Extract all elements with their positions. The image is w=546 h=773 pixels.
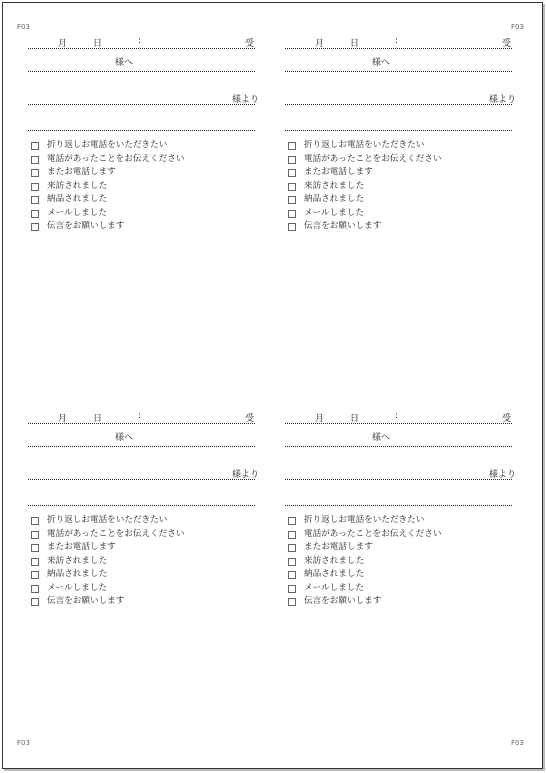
checklist-item[interactable] — [31, 528, 184, 542]
checklist-item[interactable] — [288, 193, 441, 207]
to-label: 様へ — [115, 58, 134, 68]
checkbox[interactable] — [288, 598, 296, 606]
checkbox[interactable] — [288, 156, 296, 164]
date-line[interactable] — [28, 423, 255, 424]
checklist-label: 伝言をお願いします — [304, 596, 382, 606]
from-line[interactable] — [285, 479, 512, 480]
checklist-item[interactable] — [31, 153, 184, 167]
checklist-label: またお電話します — [47, 167, 116, 177]
checklist-item[interactable] — [31, 220, 184, 234]
checklist-item[interactable] — [31, 207, 184, 221]
time-colon: : — [395, 36, 399, 46]
checklist-label: またお電話します — [47, 542, 116, 552]
date-line[interactable] — [28, 48, 255, 49]
checkbox[interactable] — [31, 517, 39, 525]
checklist-label: 来訪されました — [47, 180, 108, 191]
checkbox[interactable] — [288, 183, 296, 191]
from-label: 様より — [232, 95, 260, 105]
checklist-label: メールしました — [47, 582, 107, 593]
day-label: 日 — [350, 414, 360, 424]
checklist-label: 折り返しお電話をいただきたい — [47, 515, 168, 525]
checklist-label: 電話があったことをお伝えください — [47, 153, 185, 164]
to-line[interactable] — [285, 71, 512, 72]
from-line[interactable] — [285, 104, 512, 105]
note-line[interactable] — [285, 505, 512, 506]
checklist-label: またお電話します — [304, 542, 373, 552]
checkbox[interactable] — [288, 544, 296, 552]
to-label: 様へ — [372, 433, 391, 443]
checklist-label: 折り返しお電話をいただきたい — [304, 140, 425, 150]
note-line[interactable] — [28, 505, 255, 506]
date-line[interactable] — [285, 48, 512, 49]
memo-top-right — [285, 35, 517, 235]
to-label: 様へ — [372, 58, 391, 68]
checkbox[interactable] — [31, 142, 39, 150]
form-code-top-left: F03 — [17, 23, 30, 31]
month-label: 月 — [58, 414, 68, 424]
checkbox[interactable] — [31, 544, 39, 552]
checklist-label: 伝言をお願いします — [47, 221, 125, 231]
time-colon: : — [138, 36, 142, 46]
memo-bottom-right — [285, 410, 517, 610]
month-label: 月 — [315, 414, 325, 424]
checkbox[interactable] — [31, 169, 39, 177]
checklist-item[interactable] — [288, 528, 441, 542]
to-line[interactable] — [285, 446, 512, 447]
checklist-item[interactable] — [31, 582, 184, 596]
from-line[interactable] — [28, 104, 255, 105]
checklist-label: 納品されました — [304, 194, 365, 204]
checklist-item[interactable] — [31, 595, 184, 609]
checklist-item[interactable] — [288, 514, 441, 528]
checklist-item[interactable] — [288, 139, 441, 153]
checkbox[interactable] — [288, 142, 296, 150]
checklist-label: 納品されました — [47, 194, 108, 204]
date-line[interactable] — [285, 423, 512, 424]
memo-bottom-left — [28, 410, 260, 610]
checkbox[interactable] — [288, 558, 296, 566]
message-checklist — [31, 514, 184, 609]
month-label: 月 — [315, 39, 325, 49]
checklist-item[interactable] — [31, 166, 184, 180]
checklist-item[interactable] — [31, 139, 184, 153]
checkbox[interactable] — [31, 223, 39, 231]
received-label[interactable]: 受 — [502, 414, 512, 424]
note-line[interactable] — [28, 130, 255, 131]
checkbox[interactable] — [31, 156, 39, 164]
checkbox[interactable] — [288, 517, 296, 525]
checklist-item[interactable] — [288, 207, 441, 221]
checklist-item[interactable] — [288, 180, 441, 194]
checklist-label: 電話があったことをお伝えください — [304, 153, 442, 164]
from-label: 様より — [489, 95, 517, 105]
month-label: 月 — [58, 39, 68, 49]
form-code-bottom-right: F03 — [511, 739, 524, 747]
checklist-item[interactable] — [288, 582, 441, 596]
checkbox[interactable] — [31, 558, 39, 566]
checkbox[interactable] — [288, 169, 296, 177]
message-checklist — [288, 139, 441, 234]
received-label[interactable]: 受 — [245, 414, 255, 424]
checklist-item[interactable] — [288, 555, 441, 569]
checklist-label: 納品されました — [304, 569, 365, 579]
form-code-top-right: F03 — [511, 23, 524, 31]
checklist-label: 来訪されました — [304, 180, 365, 191]
checklist-label: 電話があったことをお伝えください — [47, 528, 185, 539]
day-label: 日 — [93, 414, 103, 424]
received-label[interactable]: 受 — [245, 39, 255, 49]
checklist-label: 伝言をお願いします — [304, 221, 382, 231]
to-line[interactable] — [28, 71, 255, 72]
checkbox[interactable] — [31, 210, 39, 218]
from-label: 様より — [489, 470, 517, 480]
received-label[interactable]: 受 — [502, 39, 512, 49]
checklist-label: 折り返しお電話をいただきたい — [47, 140, 168, 150]
to-line[interactable] — [28, 446, 255, 447]
checklist-item[interactable] — [31, 555, 184, 569]
checklist-label: メールしました — [47, 207, 107, 218]
checkbox[interactable] — [31, 183, 39, 191]
checkbox[interactable] — [288, 196, 296, 204]
checkbox[interactable] — [288, 571, 296, 579]
checklist-item[interactable] — [288, 220, 441, 234]
checkbox[interactable] — [31, 196, 39, 204]
checklist-item[interactable] — [288, 166, 441, 180]
memo-top-left — [28, 35, 260, 235]
day-label: 日 — [93, 39, 103, 49]
checkbox[interactable] — [31, 598, 39, 606]
checkbox[interactable] — [288, 223, 296, 231]
checklist-item[interactable] — [31, 180, 184, 194]
checklist-label: メールしました — [304, 207, 364, 218]
form-code-bottom-left: F03 — [17, 739, 30, 747]
time-colon: : — [138, 411, 142, 421]
checkbox[interactable] — [288, 585, 296, 593]
checklist-item[interactable] — [31, 514, 184, 528]
checklist-item[interactable] — [288, 568, 441, 582]
checklist-item[interactable] — [288, 595, 441, 609]
checkbox[interactable] — [31, 571, 39, 579]
checkbox[interactable] — [31, 531, 39, 539]
to-label: 様へ — [115, 433, 134, 443]
checklist-item[interactable] — [31, 193, 184, 207]
checklist-label: 電話があったことをお伝えください — [304, 528, 442, 539]
from-label: 様より — [232, 470, 260, 480]
checklist-label: 納品されました — [47, 569, 108, 579]
checklist-label: 来訪されました — [47, 555, 108, 566]
checklist-label: 折り返しお電話をいただきたい — [304, 515, 425, 525]
from-line[interactable] — [28, 479, 255, 480]
checklist-item[interactable] — [31, 541, 184, 555]
note-line[interactable] — [285, 130, 512, 131]
checklist-label: 来訪されました — [304, 555, 365, 566]
time-colon: : — [395, 411, 399, 421]
checkbox[interactable] — [288, 531, 296, 539]
checklist-label: またお電話します — [304, 167, 373, 177]
checkbox[interactable] — [31, 585, 39, 593]
checklist-item[interactable] — [31, 568, 184, 582]
checklist-item[interactable] — [288, 541, 441, 555]
checklist-label: 伝言をお願いします — [47, 596, 125, 606]
day-label: 日 — [350, 39, 360, 49]
message-checklist — [31, 139, 184, 234]
message-checklist — [288, 514, 441, 609]
checklist-label: メールしました — [304, 582, 364, 593]
checklist-item[interactable] — [288, 153, 441, 167]
checkbox[interactable] — [288, 210, 296, 218]
